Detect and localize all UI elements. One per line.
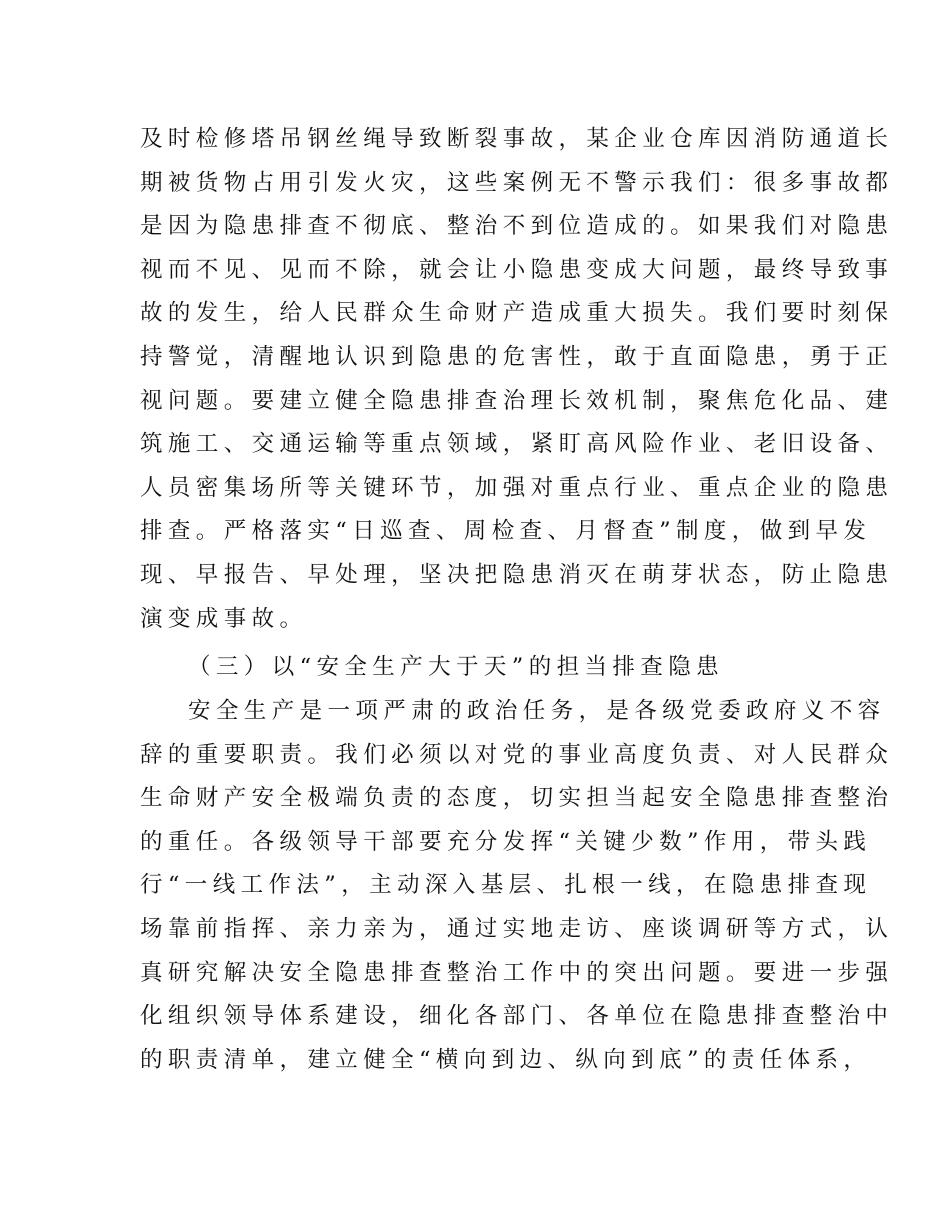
section-heading [140,646,830,690]
text-line: 的职责清单，建立健全“横向到边、纵向到底”的责任体系， [140,1046,872,1073]
text-line: 生命财产安全极端负责的态度，切实担当起安全隐患排查整治 [140,785,894,812]
paragraph-hazard-inspection [140,118,894,641]
text-line: 故的发生，给人民群众生命财产造成重大损失。我们要时刻保 [140,300,894,327]
heading-text: （三）以“安全生产大于天”的担当排查隐患 [188,654,725,680]
text-line: 现、早报告、早处理，坚决把隐患消灭在萌芽状态，防止隐患 [140,561,894,588]
text-line: 行“一线工作法”，主动深入基层、扎根一线，在隐患排查现 [140,872,872,899]
text-line: 真研究解决安全隐患排查整治工作中的突出问题。要进一步强 [140,959,894,986]
text-line: 视而不见、见而不除，就会让小隐患变成大问题，最终导致事 [140,256,894,283]
text-line: 筑施工、交通运输等重点领域，紧盯高风险作业、老旧设备、 [140,431,894,458]
text-line: 是因为隐患排查不彻底、整治不到位造成的。如果我们对隐患 [140,213,894,240]
paragraph-safety-responsibility [140,690,894,1082]
text-line: 人员密集场所等关键环节，加强对重点行业、重点企业的隐患 [140,474,894,501]
text-line: 辞的重要职责。我们必须以对党的事业高度负责、对人民群众 [140,741,894,768]
text-line: 持警觉，清醒地认识到隐患的危害性，敢于直面隐患，勇于正 [140,343,894,370]
text-line: 排查。严格落实“日巡查、周检查、月督查”制度，做到早发 [140,518,872,545]
text-line: 视问题。要建立健全隐患排查治理长效机制，聚焦危化品、建 [140,387,894,414]
text-line: 的重任。各级领导干部要充分发挥“关键少数”作用，带头践 [140,828,872,855]
text-line: 期被货物占用引发火灾，这些案例无不警示我们：很多事故都 [140,169,894,196]
text-line: 场靠前指挥、亲力亲为，通过实地走访、座谈调研等方式，认 [140,915,894,942]
text-line: 演变成事故。 [140,605,308,632]
text-line: 及时检修塔吊钢丝绳导致断裂事故，某企业仓库因消防通道长 [140,126,894,152]
text-line: 安全生产是一项严肃的政治任务，是各级党委政府义不容 [188,698,886,724]
text-line: 化组织领导体系建设，细化各部门、各单位在隐患排查整治中 [140,1003,894,1030]
